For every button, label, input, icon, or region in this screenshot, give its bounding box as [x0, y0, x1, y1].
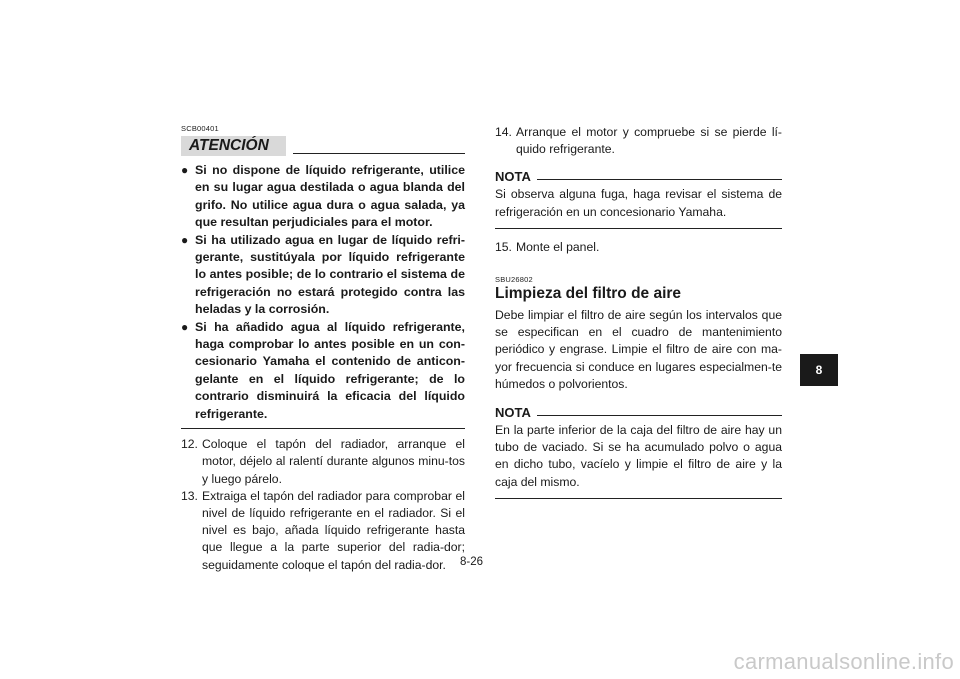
note-title: NOTA	[495, 169, 534, 184]
step-text: Coloque el tapón del radiador, arranque el motor, déjelo al ralentí durante algunos minu-tos y luego párelo.	[202, 437, 465, 486]
section-title: Limpieza del filtro de aire	[495, 285, 682, 303]
steps-list	[495, 239, 782, 256]
caution-bullet-list	[181, 162, 465, 423]
right-column	[495, 124, 782, 499]
steps-list	[495, 124, 782, 158]
caution-header	[181, 136, 465, 158]
note-header	[495, 169, 782, 185]
step-number: 12.	[181, 437, 198, 452]
bullet-dot-icon: ●	[181, 163, 189, 177]
step-text: Extraiga el tapón del radiador para comprobar el nivel de líquido refrigerante en el radiador. Si el nivel es bajo, añada líquido refrigerante hasta que llegue a la parte superior del radia-dor; seguidamente coloque el tapón del radia-dor.	[202, 488, 465, 572]
step-number: 13.	[181, 488, 198, 503]
watermark: carmanualsonline.info	[733, 649, 954, 674]
note-end-rule	[495, 228, 782, 229]
note-box	[495, 405, 782, 499]
caution-title: ATENCIÓN	[181, 136, 286, 156]
bullet-dot-icon: ●	[181, 319, 189, 334]
step-item	[181, 488, 465, 574]
caution-bullet-text: Si ha añadido agua al líquido refrigerante, haga comprobar lo antes posible en un con-cesionario Yamaha el contenido de anticon-gelante en el líquido refrigerante; de lo contrario disminuirá la eficacia del líquido refrigerante.	[195, 319, 465, 421]
note-end-rule	[495, 498, 782, 499]
note-rule	[537, 179, 782, 180]
step-item	[495, 124, 782, 158]
note-text: Si observa alguna fuga, haga revisar el sistema de refrigeración en un concesionario Yamaha.	[495, 187, 782, 219]
bullet-dot-icon: ●	[181, 232, 189, 247]
caution-bullet	[181, 232, 465, 319]
note-box	[495, 169, 782, 228]
page-number: 8-26	[460, 556, 484, 568]
caution-bullet-text: Si ha utilizado agua en lugar de líquido refri-gerante, sustitúyala por líquido refrigerante lo antes posible; de lo contrario el sistema de refrigeración no estará protegido contra las heladas y la corrosión.	[195, 232, 465, 317]
caution-bullet	[181, 162, 465, 232]
step-item	[181, 436, 465, 488]
step-text: Monte el panel.	[516, 239, 600, 254]
section-code: SBU26802	[495, 275, 533, 285]
chapter-tab: 8	[800, 354, 838, 386]
caution-end-rule	[181, 428, 465, 429]
steps-list	[181, 436, 465, 574]
left-column	[181, 124, 465, 574]
caution-bullet	[181, 319, 465, 423]
step-item	[495, 239, 782, 256]
note-rule	[537, 415, 782, 416]
step-number: 14.	[495, 125, 512, 139]
caution-rule	[293, 153, 465, 154]
caution-code: SCB00401	[181, 124, 219, 133]
note-header	[495, 405, 782, 421]
note-title: NOTA	[495, 405, 534, 420]
step-number: 15.	[495, 239, 512, 254]
caution-bullet-text: Si no dispone de líquido refrigerante, utilice en su lugar agua destilada o agua blanda del grifo. No utilice agua dura o agua salada, ya que resultan perjudiciales para el motor.	[195, 163, 465, 230]
step-text: Arranque el motor y compruebe si se pierde lí-quido refrigerante.	[516, 125, 782, 157]
section-paragraph: Debe limpiar el filtro de aire según los intervalos que se especifican en el cuadro de mantenimiento periódico y engrase. Limpie el filtro de aire con ma-yor frecuencia si conduce en lugares especialmen-te húmedos o polvorientos.	[495, 308, 782, 391]
note-text: En la parte inferior de la caja del filtro de aire hay un tubo de vaciado. Si se ha acumulado polvo o agua en dicho tubo, vacíelo y limpie el filtro de aire y la caja del mismo.	[495, 423, 782, 489]
